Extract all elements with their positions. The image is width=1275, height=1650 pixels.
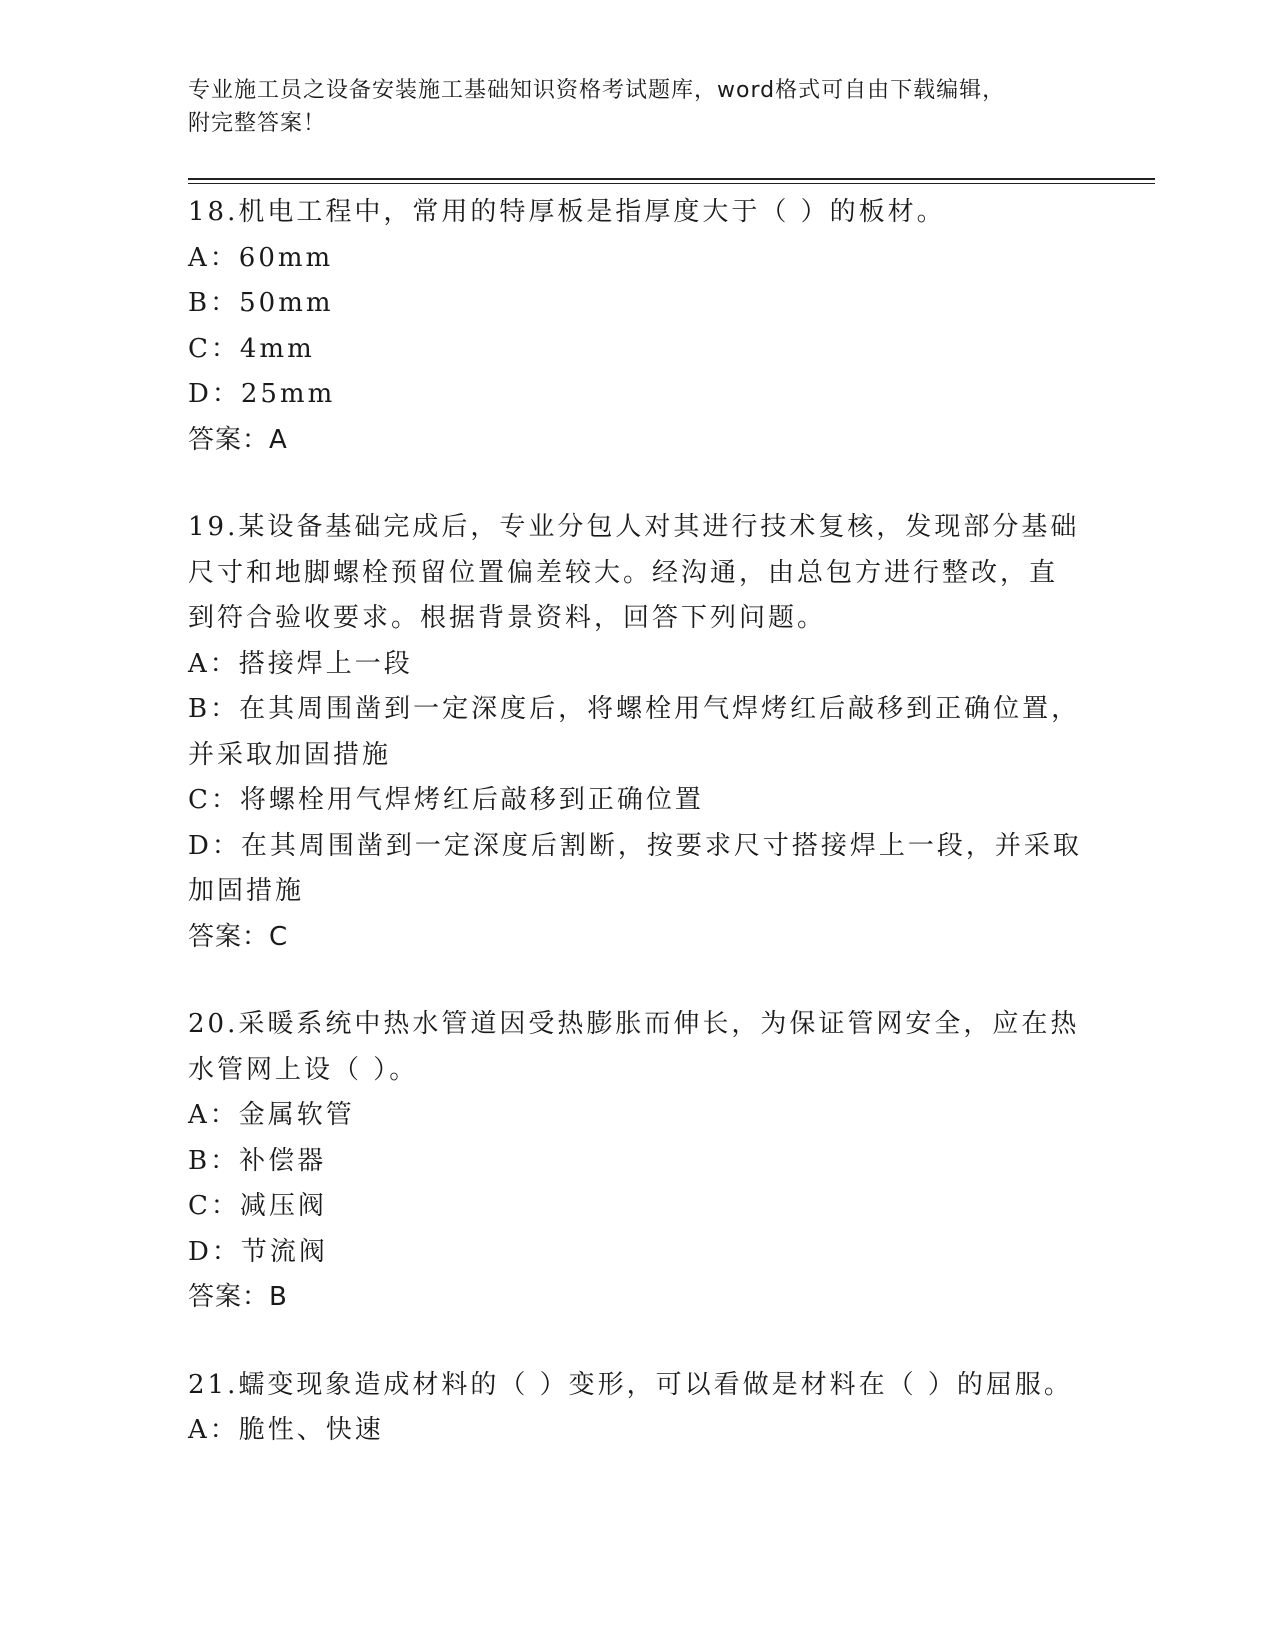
question-list <box>188 190 1088 1454</box>
question-stem: 21.蠕变现象造成材料的（ ）变形，可以看做是材料在（ ）的屈服。 <box>188 1369 1073 1400</box>
option-c: C：减压阀 <box>188 1191 327 1221</box>
option-d: D：25mm <box>188 379 336 409</box>
question-stem: 20.采暖系统中热水管道因受热膨胀而伸长，为保证管网安全，应在热 <box>188 1009 1080 1039</box>
option-a: A：脆性、快速 <box>188 1415 384 1445</box>
option-a: A：60mm <box>188 242 334 273</box>
option-b: B：50mm <box>188 288 334 318</box>
question-stem: 尺寸和地脚螺栓预留位置偏差较大。经沟通，由总包方进行整改，直 <box>188 557 1059 588</box>
header-divider-thin <box>188 183 1155 184</box>
option-a: A：搭接焊上一段 <box>188 648 413 679</box>
question-stem: 到符合验收要求。根据背景资料，回答下列问题。 <box>188 603 827 633</box>
spacer <box>188 1321 1088 1363</box>
option-b-continued: 并采取加固措施 <box>188 739 392 770</box>
answer: 答案：B <box>188 1282 288 1312</box>
question-19 <box>188 505 1088 960</box>
question-stem: 18.机电工程中，常用的特厚板是指厚度大于（ ）的板材。 <box>188 197 946 227</box>
question-20 <box>188 1002 1088 1321</box>
option-b: B：补偿器 <box>188 1145 327 1176</box>
option-d-continued: 加固措施 <box>188 876 305 906</box>
option-d: D：节流阀 <box>188 1236 328 1267</box>
question-stem: 19.某设备基础完成后，专业分包人对其进行技术复核，发现部分基础 <box>188 512 1080 542</box>
header-line-2: 附完整答案！ <box>188 111 327 136</box>
option-d: D：在其周围凿到一定深度后割断，按要求尺寸搭接焊上一段，并采取 <box>188 830 1082 861</box>
option-b: B：在其周围凿到一定深度后，将螺栓用气焊烤红后敲移到正确位置， <box>188 694 1081 724</box>
option-c: C：将螺栓用气焊烤红后敲移到正确位置 <box>188 785 704 815</box>
header-line-1: 专业施工员之设备安装施工基础知识资格考试题库，word格式可自由下载编辑， <box>188 78 1006 103</box>
question-21 <box>188 1363 1088 1454</box>
question-18 <box>188 190 1088 463</box>
header-divider-thick <box>188 178 1155 180</box>
answer: 答案：A <box>188 424 288 455</box>
question-stem: 水管网上设（ ）。 <box>188 1054 419 1085</box>
answer: 答案：C <box>188 921 289 952</box>
option-c: C：4mm <box>188 333 315 364</box>
spacer <box>188 463 1088 505</box>
document-header <box>188 74 1078 140</box>
option-a: A：金属软管 <box>188 1100 355 1130</box>
spacer <box>188 960 1088 1002</box>
